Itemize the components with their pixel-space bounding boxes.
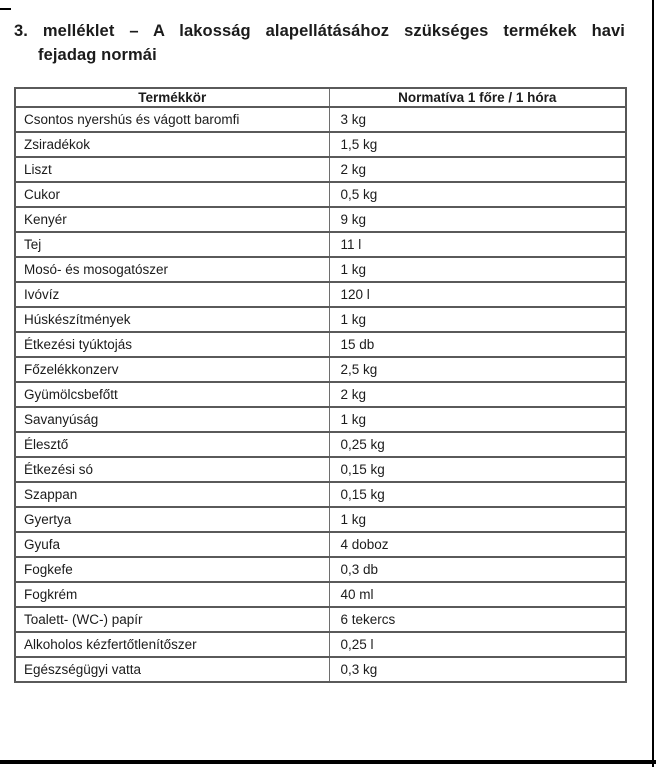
norm-value-cell: 9 kg — [329, 207, 626, 232]
table-row — [15, 457, 626, 482]
scan-edge-bottom — [0, 760, 656, 764]
table-row — [15, 582, 626, 607]
document-title-line1: 3. melléklet – A lakosság alapellátásához szükséges termékek havi — [14, 22, 625, 40]
table-row — [15, 607, 626, 632]
table-row — [15, 257, 626, 282]
norm-value-cell: 0,15 kg — [329, 482, 626, 507]
norm-value-cell: 1 kg — [329, 507, 626, 532]
scan-edge-top-left — [0, 8, 11, 10]
norm-value-cell: 2 kg — [329, 382, 626, 407]
column-header-product: Termékkör — [15, 88, 329, 107]
column-header-norm: Normatíva 1 főre / 1 hóra — [329, 88, 626, 107]
norm-value-cell: 4 doboz — [329, 532, 626, 557]
product-cell: Alkoholos kézfertőtlenítőszer — [15, 632, 329, 657]
table-row — [15, 157, 626, 182]
monthly-ration-norms-table — [14, 87, 627, 683]
product-cell: Cukor — [15, 182, 329, 207]
product-cell: Étkezési tyúktojás — [15, 332, 329, 357]
norm-value-cell: 1 kg — [329, 307, 626, 332]
table-row — [15, 482, 626, 507]
table-row — [15, 407, 626, 432]
table-header-row — [15, 88, 626, 107]
table-row — [15, 657, 626, 682]
table-row — [15, 207, 626, 232]
table-row — [15, 307, 626, 332]
norm-value-cell: 0,3 kg — [329, 657, 626, 682]
scan-edge-right — [652, 0, 654, 767]
document-title — [14, 19, 625, 67]
product-cell: Csontos nyershús és vágott baromfi — [15, 107, 329, 132]
product-cell: Kenyér — [15, 207, 329, 232]
product-cell: Tej — [15, 232, 329, 257]
norm-value-cell: 40 ml — [329, 582, 626, 607]
product-cell: Szappan — [15, 482, 329, 507]
product-cell: Húskészítmények — [15, 307, 329, 332]
product-cell: Mosó- és mosogatószer — [15, 257, 329, 282]
table-row — [15, 632, 626, 657]
table-row — [15, 282, 626, 307]
table-row — [15, 332, 626, 357]
norm-value-cell: 15 db — [329, 332, 626, 357]
table-row — [15, 557, 626, 582]
product-cell: Fogkefe — [15, 557, 329, 582]
table-row — [15, 507, 626, 532]
norm-value-cell: 0,15 kg — [329, 457, 626, 482]
document-title-line2: fejadag normái — [38, 46, 157, 64]
norm-value-cell: 6 tekercs — [329, 607, 626, 632]
product-cell: Ivóvíz — [15, 282, 329, 307]
table-row — [15, 182, 626, 207]
table-row — [15, 432, 626, 457]
page-content — [14, 19, 625, 683]
norm-value-cell: 0,5 kg — [329, 182, 626, 207]
norm-value-cell: 1 kg — [329, 257, 626, 282]
product-cell: Gyufa — [15, 532, 329, 557]
norm-value-cell: 2 kg — [329, 157, 626, 182]
table-row — [15, 132, 626, 157]
norm-value-cell: 3 kg — [329, 107, 626, 132]
norm-value-cell: 0,25 kg — [329, 432, 626, 457]
product-cell: Élesztő — [15, 432, 329, 457]
norm-value-cell: 1,5 kg — [329, 132, 626, 157]
product-cell: Egészségügyi vatta — [15, 657, 329, 682]
product-cell: Savanyúság — [15, 407, 329, 432]
product-cell: Gyertya — [15, 507, 329, 532]
product-cell: Étkezési só — [15, 457, 329, 482]
product-cell: Zsiradékok — [15, 132, 329, 157]
product-cell: Fogkrém — [15, 582, 329, 607]
product-cell: Liszt — [15, 157, 329, 182]
product-cell: Főzelékkonzerv — [15, 357, 329, 382]
table-row — [15, 232, 626, 257]
norm-value-cell: 0,3 db — [329, 557, 626, 582]
table-row — [15, 357, 626, 382]
table-row — [15, 107, 626, 132]
norm-value-cell: 1 kg — [329, 407, 626, 432]
product-cell: Gyümölcsbefőtt — [15, 382, 329, 407]
table-row — [15, 532, 626, 557]
norm-value-cell: 0,25 l — [329, 632, 626, 657]
table-row — [15, 382, 626, 407]
norm-value-cell: 2,5 kg — [329, 357, 626, 382]
norm-value-cell: 11 l — [329, 232, 626, 257]
norm-value-cell: 120 l — [329, 282, 626, 307]
product-cell: Toalett- (WC-) papír — [15, 607, 329, 632]
